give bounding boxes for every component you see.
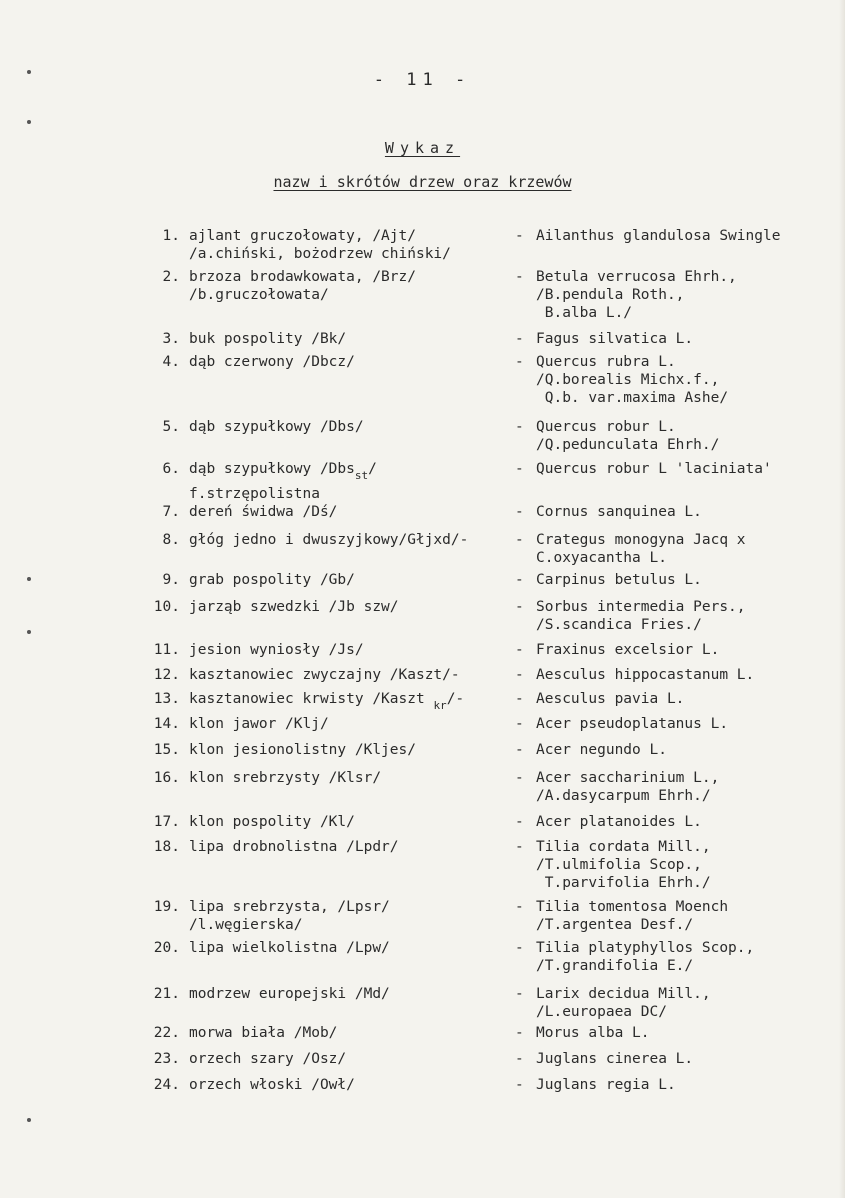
latin-name: Crategus monogyna Jacq x C.oxyacantha L.	[536, 532, 746, 566]
separator-dash: -	[515, 331, 524, 347]
page-subtitle: nazw i skrótów drzew oraz krzewów	[273, 173, 572, 191]
polish-name: jarząb szwedzki /Jb szw/	[189, 599, 399, 615]
polish-name: dąb szypułkowy /Dbs/	[189, 419, 364, 435]
latin-name: Aesculus hippocastanum L.	[536, 667, 755, 683]
polish-name: dąb szypułkowy /Dbs$_{st}$/ f.strzępolistna	[189, 461, 377, 502]
polish-name: klon pospolity /Kl/	[189, 814, 355, 830]
latin-name: Tilia cordata Mill., /T.ulmifolia Scop., T.parvifolia Ehrh./	[536, 839, 711, 891]
latin-name: Tilia platyphyllos Scop., /T.grandifolia E./	[536, 940, 755, 974]
latin-name: Aesculus pavia L.	[536, 691, 685, 707]
separator-dash: -	[515, 742, 524, 758]
separator-dash: -	[515, 770, 524, 786]
latin-name: Betula verrucosa Ehrh., /B.pendula Roth., B.alba L./	[536, 269, 737, 321]
entry-number: 3.	[162, 331, 180, 347]
latin-name: Acer platanoides L.	[536, 814, 702, 830]
entry-number: 5.	[162, 419, 180, 435]
entry-number: 13.	[153, 691, 180, 707]
separator-dash: -	[515, 599, 524, 615]
latin-name: Morus alba L.	[536, 1025, 650, 1041]
polish-name: dereń świdwa /Dś/	[189, 504, 338, 520]
entry-number: 23.	[153, 1051, 180, 1067]
entry-number: 2.	[162, 269, 180, 285]
abbreviation-subscript: kr	[433, 699, 447, 712]
page-number: - 11 -	[373, 70, 472, 90]
polish-name: modrzew europejski /Md/	[189, 986, 390, 1002]
polish-name: klon jawor /Klj/	[189, 716, 329, 732]
separator-dash: -	[515, 532, 524, 548]
polish-name: kasztanowiec krwisty /Kaszt $_{kr}$/-	[189, 691, 465, 712]
polish-name: lipa srebrzysta, /Lpsr/ /l.węgierska/	[189, 899, 390, 933]
polish-name: lipa wielkolistna /Lpw/	[189, 940, 390, 956]
polish-name: ajlant gruczołowaty, /Ajt/ /a.chiński, bożodrzew chiński/	[189, 228, 451, 262]
page-title: Wykaz	[384, 139, 461, 157]
entry-number: 4.	[162, 354, 180, 370]
polish-name: buk pospolity /Bk/	[189, 331, 347, 347]
separator-dash: -	[515, 419, 524, 435]
entry-number: 7.	[162, 504, 180, 520]
entry-number: 6.	[162, 461, 180, 477]
entry-number: 10.	[153, 599, 180, 615]
entry-number: 18.	[153, 839, 180, 855]
separator-dash: -	[515, 1051, 524, 1067]
separator-dash: -	[515, 642, 524, 658]
entry-number: 16.	[153, 770, 180, 786]
latin-name: Juglans regia L.	[536, 1077, 676, 1093]
latin-name: Tilia tomentosa Moench /T.argentea Desf./	[536, 899, 729, 933]
entry-number: 14.	[153, 716, 180, 732]
entry-number: 9.	[162, 572, 180, 588]
polish-name: orzech szary /Osz/	[189, 1051, 347, 1067]
entry-number: 12.	[153, 667, 180, 683]
latin-name: Acer negundo L.	[536, 742, 667, 758]
entry-number: 20.	[153, 940, 180, 956]
latin-name: Fraxinus excelsior L.	[536, 642, 720, 658]
separator-dash: -	[515, 899, 524, 915]
polish-name: głóg jedno i dwuszyjkowy/Głjxd/-	[189, 532, 469, 548]
entry-number: 22.	[153, 1025, 180, 1041]
entry-number: 24.	[153, 1077, 180, 1093]
punch-hole-mark	[27, 577, 31, 581]
polish-name: klon jesionolistny /Kljes/	[189, 742, 416, 758]
latin-name: Quercus robur L. /Q.pedunculata Ehrh./	[536, 419, 720, 453]
latin-name: Fagus silvatica L.	[536, 331, 694, 347]
separator-dash: -	[515, 940, 524, 956]
latin-name: Quercus robur L 'laciniata'	[536, 461, 772, 477]
separator-dash: -	[515, 1077, 524, 1093]
latin-name: Quercus rubra L. /Q.borealis Michx.f., Q.b. var.maxima Ashe/	[536, 354, 729, 406]
entry-number: 1.	[162, 228, 180, 244]
punch-hole-mark	[27, 120, 31, 124]
punch-hole-mark	[27, 1118, 31, 1122]
separator-dash: -	[515, 716, 524, 732]
latin-name: Juglans cinerea L.	[536, 1051, 694, 1067]
separator-dash: -	[515, 354, 524, 370]
entry-number: 15.	[153, 742, 180, 758]
polish-name: brzoza brodawkowata, /Brz/ /b.gruczołowata/	[189, 269, 416, 303]
polish-name: grab pospolity /Gb/	[189, 572, 355, 588]
latin-name: Acer saccharinium L., /A.dasycarpum Ehrh./	[536, 770, 720, 804]
entry-number: 8.	[162, 532, 180, 548]
entry-number: 11.	[153, 642, 180, 658]
separator-dash: -	[515, 814, 524, 830]
abbreviation-subscript: st	[354, 469, 369, 482]
entry-number: 17.	[153, 814, 180, 830]
latin-name: Carpinus betulus L.	[536, 572, 702, 588]
latin-name: Acer pseudoplatanus L.	[536, 716, 729, 732]
separator-dash: -	[515, 572, 524, 588]
latin-name: Sorbus intermedia Pers., /S.scandica Fries./	[536, 599, 746, 633]
separator-dash: -	[515, 228, 524, 244]
separator-dash: -	[515, 269, 524, 285]
latin-name: Ailanthus glandulosa Swingle	[536, 228, 781, 244]
entry-number: 19.	[153, 899, 180, 915]
latin-name: Larix decidua Mill., /L.europaea DC/	[536, 986, 711, 1020]
separator-dash: -	[515, 461, 524, 477]
punch-hole-mark	[27, 630, 31, 634]
entry-number: 21.	[153, 986, 180, 1002]
separator-dash: -	[515, 839, 524, 855]
polish-name: kasztanowiec zwyczajny /Kaszt/-	[189, 667, 460, 683]
separator-dash: -	[515, 667, 524, 683]
separator-dash: -	[515, 504, 524, 520]
polish-name: lipa drobnolistna /Lpdr/	[189, 839, 399, 855]
separator-dash: -	[515, 1025, 524, 1041]
polish-name: jesion wyniosły /Js/	[189, 642, 364, 658]
polish-name: klon srebrzysty /Klsr/	[189, 770, 382, 786]
polish-name: orzech włoski /Owł/	[189, 1077, 355, 1093]
latin-name: Cornus sanquinea L.	[536, 504, 702, 520]
separator-dash: -	[515, 691, 524, 707]
separator-dash: -	[515, 986, 524, 1002]
polish-name: dąb czerwony /Dbcz/	[189, 354, 355, 370]
polish-name: morwa biała /Mob/	[189, 1025, 338, 1041]
